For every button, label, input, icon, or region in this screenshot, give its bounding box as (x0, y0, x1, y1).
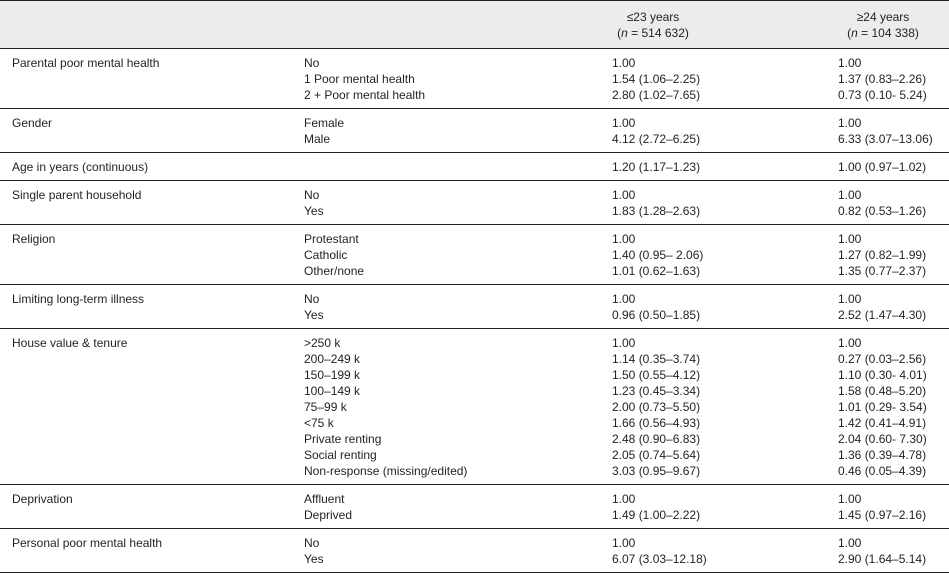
variable-group (0, 485, 949, 529)
table-row (0, 507, 949, 523)
table-row (0, 351, 949, 367)
table-row (0, 71, 949, 87)
variable-label: Personal poor mental health (12, 536, 163, 550)
table-row (0, 415, 949, 431)
value-under-24-cell: 1.00 (612, 536, 636, 550)
value-24-plus-cell: 0.46 (0.05–4.39) (838, 464, 927, 478)
value-under-24-cell: 2.00 (0.73–5.50) (612, 400, 701, 414)
table-row (0, 187, 949, 203)
value-under-24-cell: 1.50 (0.55–4.12) (612, 368, 701, 382)
table-row (0, 55, 949, 71)
table-row (0, 491, 949, 507)
variable-group (0, 181, 949, 225)
category-cell: >250 k (304, 336, 341, 350)
header-col-under-24 (588, 9, 718, 41)
value-under-24-cell: 1.54 (1.06–2.25) (612, 72, 701, 86)
value-under-24-cell: 1.20 (1.17–1.23) (612, 160, 701, 174)
header-col-24-plus (818, 9, 948, 41)
category-cell: 1 Poor mental health (304, 72, 415, 86)
category-cell: Male (304, 132, 331, 146)
value-under-24-cell: 2.05 (0.74–5.64) (612, 448, 701, 462)
value-24-plus-cell: 0.82 (0.53–1.26) (838, 204, 927, 218)
variable-label: Religion (12, 232, 56, 246)
category-cell: 150–199 k (304, 368, 361, 382)
value-under-24-cell: 2.80 (1.02–7.65) (612, 88, 701, 102)
value-under-24-cell: 1.00 (612, 292, 636, 306)
category-cell: 2 + Poor mental health (304, 88, 426, 102)
table-row (0, 551, 949, 567)
value-under-24-cell: 1.00 (612, 56, 636, 70)
table-row (0, 263, 949, 279)
value-24-plus-cell: 1.36 (0.39–4.78) (838, 448, 927, 462)
table-row (0, 367, 949, 383)
value-under-24-cell: 1.00 (612, 188, 636, 202)
variable-group (0, 529, 949, 573)
value-24-plus-cell: 1.00 (838, 536, 862, 550)
table-row (0, 131, 949, 147)
value-under-24-cell: 1.00 (612, 232, 636, 246)
value-under-24-cell: 1.83 (1.28–2.63) (612, 204, 701, 218)
value-under-24-cell: 4.12 (2.72–6.25) (612, 132, 701, 146)
value-under-24-cell: 0.96 (0.50–1.85) (612, 308, 701, 322)
category-cell: Social renting (304, 448, 377, 462)
value-24-plus-cell: 1.35 (0.77–2.37) (838, 264, 927, 278)
value-24-plus-cell: 1.00 (838, 116, 862, 130)
variable-group (0, 329, 949, 485)
value-24-plus-cell: 1.00 (838, 292, 862, 306)
table-row (0, 335, 949, 351)
value-24-plus-cell: 1.00 (838, 232, 862, 246)
category-cell: Private renting (304, 432, 382, 446)
value-24-plus-cell: 1.27 (0.82–1.99) (838, 248, 927, 262)
table-row (0, 231, 949, 247)
value-24-plus-cell: 2.90 (1.64–5.14) (838, 552, 927, 566)
value-24-plus-cell: 1.58 (0.48–5.20) (838, 384, 927, 398)
value-24-plus-cell: 1.45 (0.97–2.16) (838, 508, 927, 522)
table-row (0, 247, 949, 263)
table-row (0, 115, 949, 131)
category-cell: No (304, 188, 320, 202)
variable-group (0, 225, 949, 285)
value-24-plus-cell: 2.04 (0.60- 7.30) (838, 432, 927, 446)
table-row (0, 431, 949, 447)
value-24-plus-cell: 1.10 (0.30- 4.01) (838, 368, 927, 382)
category-cell: 75–99 k (304, 400, 347, 414)
table-row (0, 291, 949, 307)
header-col2-label: ≥24 years (856, 10, 910, 24)
table-row (0, 535, 949, 551)
table-row (0, 159, 949, 175)
category-cell: No (304, 292, 320, 306)
value-under-24-cell: 1.49 (1.00–2.22) (612, 508, 701, 522)
value-24-plus-cell: 6.33 (3.07–13.06) (838, 132, 933, 146)
category-cell: Other/none (304, 264, 365, 278)
category-cell: No (304, 536, 320, 550)
variable-group (0, 49, 949, 109)
value-24-plus-cell: 1.37 (0.83–2.26) (838, 72, 927, 86)
category-cell: No (304, 56, 320, 70)
value-24-plus-cell: 1.00 (838, 492, 862, 506)
table-row (0, 447, 949, 463)
value-24-plus-cell: 1.00 (838, 56, 862, 70)
value-under-24-cell: 1.00 (612, 336, 636, 350)
variable-label: Age in years (continuous) (12, 160, 149, 174)
header-col1-label: ≤23 years (626, 10, 680, 24)
variable-label: Parental poor mental health (12, 56, 160, 70)
value-24-plus-cell: 1.42 (0.41–4.91) (838, 416, 927, 430)
value-under-24-cell: 6.07 (3.03–12.18) (612, 552, 707, 566)
value-24-plus-cell: 1.00 (838, 188, 862, 202)
value-24-plus-cell: 0.27 (0.03–2.56) (838, 352, 927, 366)
variable-label: Gender (12, 116, 53, 130)
variable-group (0, 153, 949, 181)
table-row (0, 307, 949, 323)
value-under-24-cell: 1.23 (0.45–3.34) (612, 384, 701, 398)
variable-label: Single parent household (12, 188, 142, 202)
category-cell: Non-response (missing/edited) (304, 464, 468, 478)
value-under-24-cell: 1.66 (0.56–4.93) (612, 416, 701, 430)
value-under-24-cell: 1.00 (612, 116, 636, 130)
table-row (0, 463, 949, 479)
category-cell: Affluent (304, 492, 345, 506)
value-under-24-cell: 3.03 (0.95–9.67) (612, 464, 701, 478)
value-24-plus-cell: 2.52 (1.47–4.30) (838, 308, 927, 322)
value-24-plus-cell: 1.01 (0.29- 3.54) (838, 400, 927, 414)
table-row (0, 383, 949, 399)
value-under-24-cell: 1.14 (0.35–3.74) (612, 352, 701, 366)
category-cell: Female (304, 116, 345, 130)
value-24-plus-cell: 1.00 (838, 336, 862, 350)
variable-label: House value & tenure (12, 336, 128, 350)
header-col1-n: (n = 514 632) (617, 26, 689, 40)
table-row (0, 87, 949, 103)
category-cell: 100–149 k (304, 384, 361, 398)
category-cell: Protestant (304, 232, 359, 246)
category-cell: Deprived (304, 508, 353, 522)
category-cell: Catholic (304, 248, 348, 262)
value-24-plus-cell: 0.73 (0.10- 5.24) (838, 88, 927, 102)
variable-group (0, 285, 949, 329)
header-col2-n: (n = 104 338) (847, 26, 919, 40)
value-24-plus-cell: 1.00 (0.97–1.02) (838, 160, 927, 174)
variable-label: Limiting long-term illness (12, 292, 145, 306)
table-row (0, 203, 949, 219)
table-row (0, 399, 949, 415)
value-under-24-cell: 1.40 (0.95– 2.06) (612, 248, 704, 262)
table-header (0, 0, 949, 49)
category-cell: 200–249 k (304, 352, 361, 366)
variable-label: Deprivation (12, 492, 73, 506)
category-cell: Yes (304, 308, 324, 322)
value-under-24-cell: 1.00 (612, 492, 636, 506)
category-cell: <75 k (304, 416, 334, 430)
category-cell: Yes (304, 204, 324, 218)
value-under-24-cell: 2.48 (0.90–6.83) (612, 432, 701, 446)
category-cell: Yes (304, 552, 324, 566)
value-under-24-cell: 1.01 (0.62–1.63) (612, 264, 701, 278)
variable-group (0, 109, 949, 153)
